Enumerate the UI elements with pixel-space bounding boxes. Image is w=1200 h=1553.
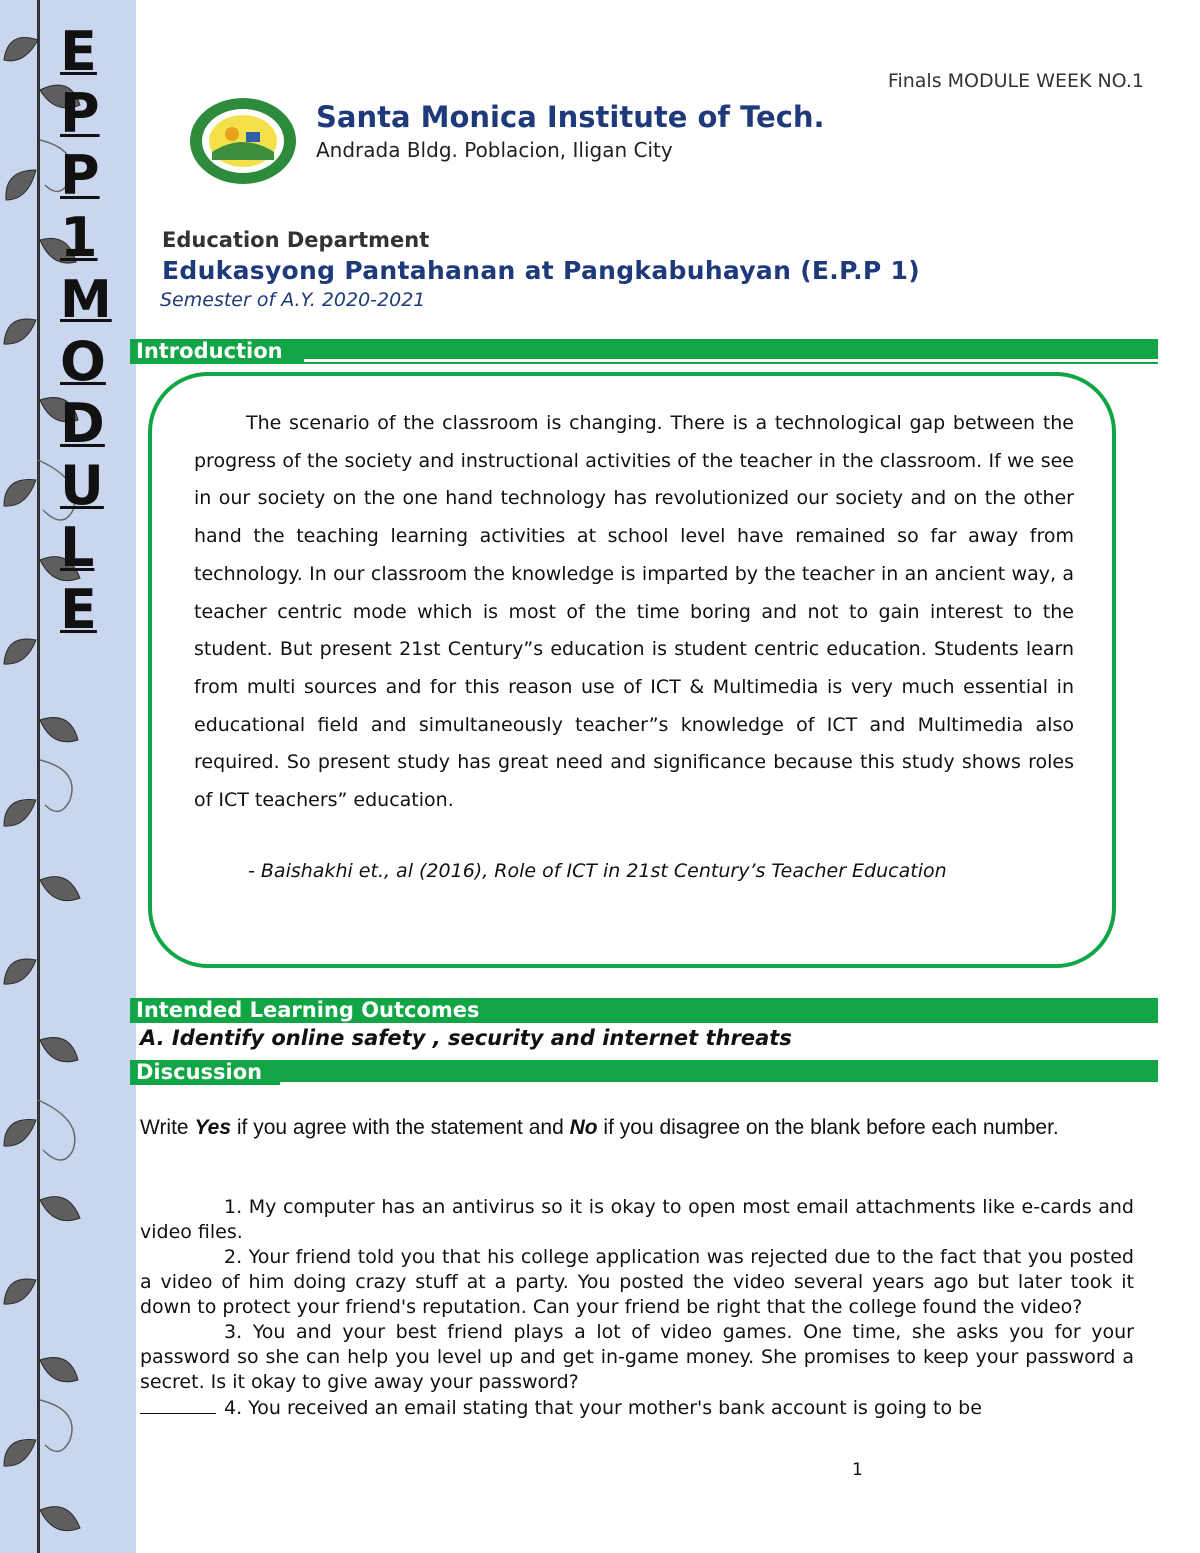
sidebar-letter: O	[60, 330, 106, 393]
introduction-citation: - Baishakhi et., al (2016), Role of ICT in 21st Century’s Teacher Education	[248, 860, 947, 882]
sidebar-letter: P	[60, 144, 100, 207]
semester-label: Semester of A.Y. 2020-2021	[160, 289, 426, 311]
module-week-label: Finals MODULE WEEK NO.1	[887, 70, 1144, 92]
course-title: Edukasyong Pantahanan at Pangkabuhayan (E.P.P 1)	[162, 256, 920, 285]
decorative-sidebar	[0, 0, 136, 1553]
sidebar-letter: U	[60, 454, 104, 517]
statement-text: 4. You received an email stating that your mother's bank account is going to be	[224, 1397, 982, 1419]
list-item	[140, 1195, 1134, 1245]
school-seal-logo	[188, 96, 298, 186]
answer-blank[interactable]	[140, 1395, 216, 1414]
section-header-discussion	[130, 1060, 1158, 1085]
learning-outcome-a: A. Identify online safety , security and internet threats	[140, 1026, 792, 1050]
section-title: Discussion	[136, 1060, 270, 1085]
no-keyword: No	[569, 1116, 598, 1139]
statement-list	[140, 1195, 1134, 1421]
section-title: Introduction	[136, 339, 291, 364]
statement-text: 2. Your friend told you that his college application was rejected due to the fact that you posted a video of him doing crazy stuff at a party. You posted the video several years ago but later took it down to protect your friend's reputation. Can your friend be right that the college found the video?	[140, 1246, 1134, 1318]
sidebar-letter: M	[60, 270, 112, 330]
list-item	[140, 1395, 1134, 1421]
sidebar-letter: E	[60, 20, 97, 83]
discussion-instruction	[140, 1114, 1100, 1141]
sidebar-title	[60, 22, 136, 642]
school-address: Andrada Bldg. Poblacion, Iligan City	[316, 138, 673, 162]
section-title: Intended Learning Outcomes	[136, 998, 488, 1023]
department-label: Education Department	[162, 228, 430, 252]
statement-text: 3. You and your best friend plays a lot of video games. One time, she asks you for your password so she can help you level up and get in-game money. She promises to keep your password a secret. Is it okay to give away your password?	[140, 1321, 1134, 1393]
sidebar-letter: 1	[60, 206, 98, 269]
statement-text: 1. My computer has an antivirus so it is okay to open most email attachments like e-cards and video files.	[140, 1196, 1134, 1243]
sidebar-letter: L	[60, 516, 95, 579]
instruction-text: if you disagree on the blank before each number.	[597, 1116, 1059, 1139]
section-header-ilo	[130, 998, 1158, 1023]
yes-keyword: Yes	[194, 1116, 232, 1139]
page-number: 1	[852, 1460, 863, 1480]
sidebar-letter: E	[60, 578, 97, 641]
instruction-text: Write	[140, 1116, 195, 1139]
introduction-text	[194, 405, 1074, 820]
list-item	[140, 1245, 1134, 1320]
section-header-introduction	[130, 339, 1158, 364]
sidebar-letter: P	[60, 82, 100, 145]
sidebar-letter: D	[60, 392, 105, 455]
list-item	[140, 1320, 1134, 1395]
school-name: Santa Monica Institute of Tech.	[316, 100, 825, 134]
introduction-paragraph: The scenario of the classroom is changing. There is a technological gap between the progress of the society and instructional activities of the teacher in the classroom. If we see in our society on the one hand technology has revolutionized our society and on the other hand the teaching learning activities at school level have remained so far away from technology. In our classroom the knowledge is imparted by the teacher in an ancient way, a teacher centric mode which is most of the time boring and not to gain interest to the student. But present 21st Century”s education is student centric education. Students learn from multi sources and for this reason use of ICT & Multimedia is very much essential in educational field and simultaneously teacher”s knowledge of ICT and Multimedia also required. So present study has great need and significance because this study shows roles of ICT teachers” education.	[194, 412, 1074, 812]
instruction-text: if you agree with the statement and	[231, 1116, 570, 1139]
